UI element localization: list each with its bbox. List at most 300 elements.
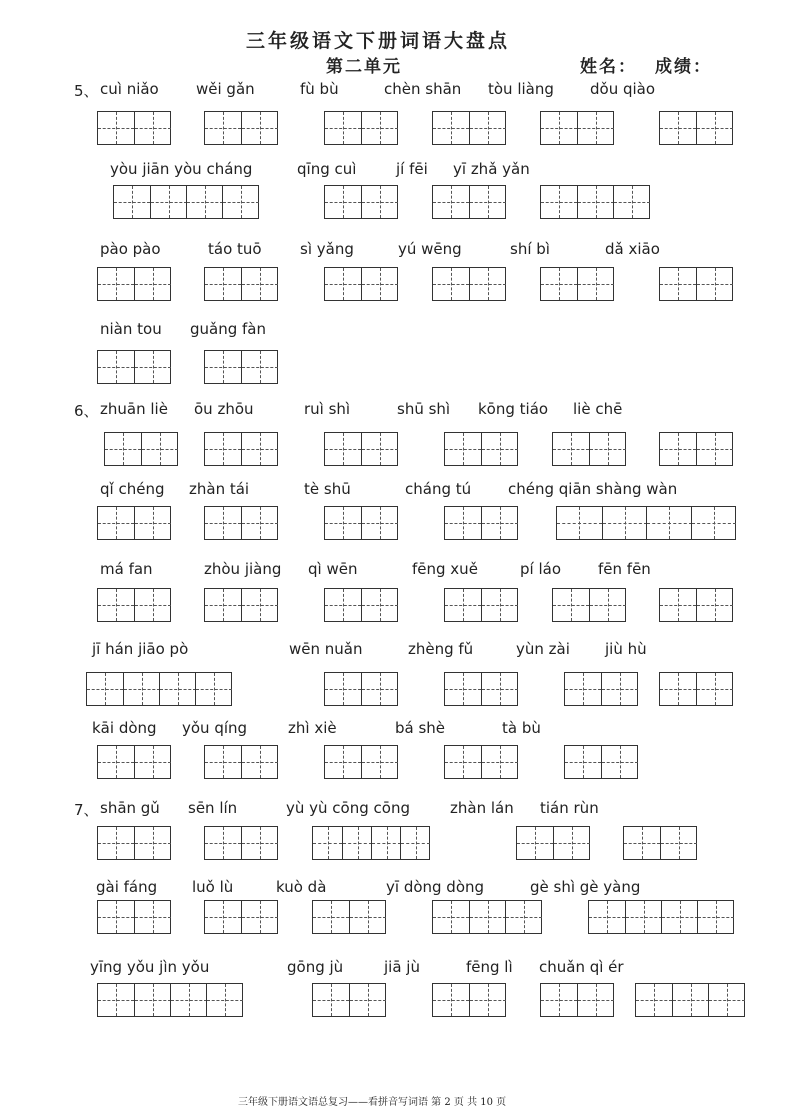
writing-grid[interactable] (552, 432, 626, 466)
character-cell[interactable] (241, 901, 278, 933)
writing-grid[interactable] (432, 111, 506, 145)
writing-grid[interactable] (564, 745, 638, 779)
guide-line-vertical (380, 589, 381, 621)
character-cell[interactable] (541, 268, 577, 300)
character-cell[interactable] (342, 827, 372, 859)
guide-line-vertical (500, 589, 501, 621)
writing-grid[interactable] (552, 588, 626, 622)
character-cell[interactable] (565, 746, 601, 778)
character-cell[interactable] (445, 589, 481, 621)
character-cell[interactable] (371, 827, 401, 859)
guide-line-vertical (241, 186, 242, 218)
guide-line-vertical (596, 268, 597, 300)
character-cell[interactable] (241, 351, 278, 383)
guide-line-vertical (714, 507, 715, 539)
character-cell[interactable] (205, 351, 241, 383)
writing-grid[interactable] (97, 900, 171, 934)
character-cell[interactable] (577, 984, 614, 1016)
writing-grid[interactable] (516, 826, 590, 860)
guide-line-vertical (153, 827, 154, 859)
character-cell[interactable] (696, 673, 733, 705)
guide-line-vertical (169, 186, 170, 218)
character-cell[interactable] (517, 827, 553, 859)
character-cell[interactable] (349, 901, 386, 933)
character-cell[interactable] (696, 112, 733, 144)
character-cell[interactable] (313, 984, 349, 1016)
character-cell[interactable] (134, 901, 171, 933)
character-cell[interactable] (325, 433, 361, 465)
guide-line-vertical (153, 589, 154, 621)
name-label: 姓名： (580, 57, 637, 77)
character-cell[interactable] (241, 507, 278, 539)
guide-line-vertical (153, 268, 154, 300)
guide-line-vertical (260, 351, 261, 383)
guide-line-vertical (260, 746, 261, 778)
character-cell[interactable] (98, 112, 134, 144)
writing-grid[interactable] (204, 900, 278, 934)
character-cell[interactable] (98, 351, 134, 383)
writing-grid[interactable] (324, 588, 398, 622)
character-cell[interactable] (565, 673, 601, 705)
character-cell[interactable] (105, 433, 141, 465)
guide-line-vertical (678, 433, 679, 465)
guide-line-vertical (328, 827, 329, 859)
guide-line-vertical (132, 186, 133, 218)
guide-line-vertical (343, 589, 344, 621)
writing-grid[interactable] (204, 350, 278, 384)
guide-line-vertical (380, 507, 381, 539)
guide-line-vertical (387, 827, 388, 859)
writing-grid[interactable] (324, 111, 398, 145)
character-cell[interactable] (141, 433, 178, 465)
character-cell[interactable] (625, 901, 662, 933)
guide-line-vertical (260, 112, 261, 144)
guide-line-vertical (205, 186, 206, 218)
guide-line-vertical (596, 112, 597, 144)
character-cell[interactable] (613, 186, 650, 218)
pinyin-label: zhèng fǔ (408, 640, 474, 658)
pinyin-label: yī dòng dòng (386, 878, 485, 896)
writing-grid[interactable] (204, 826, 278, 860)
writing-grid[interactable] (432, 267, 506, 301)
section-number: 7、 (74, 801, 99, 819)
character-cell[interactable] (624, 827, 660, 859)
character-cell[interactable] (98, 746, 134, 778)
character-cell[interactable] (150, 186, 187, 218)
character-cell[interactable] (325, 746, 361, 778)
guide-line-vertical (716, 901, 717, 933)
character-cell[interactable] (445, 673, 481, 705)
pinyin-label: zhàn tái (189, 480, 250, 498)
character-cell[interactable] (313, 827, 342, 859)
character-cell[interactable] (577, 186, 614, 218)
character-cell[interactable] (469, 186, 506, 218)
character-cell[interactable] (660, 433, 696, 465)
character-cell[interactable] (134, 827, 171, 859)
character-cell[interactable] (134, 507, 171, 539)
character-cell[interactable] (241, 589, 278, 621)
character-cell[interactable] (433, 268, 469, 300)
writing-grid[interactable] (659, 111, 733, 145)
guide-line-vertical (153, 351, 154, 383)
pinyin-label: luǒ lù (192, 878, 234, 896)
character-cell[interactable] (241, 112, 278, 144)
character-cell[interactable] (205, 268, 241, 300)
pinyin-label: guǎng fàn (190, 320, 266, 338)
character-cell[interactable] (481, 589, 518, 621)
guide-line-vertical (105, 673, 106, 705)
pinyin-label: tián rùn (540, 799, 599, 817)
character-cell[interactable] (481, 746, 518, 778)
writing-grid[interactable] (659, 267, 733, 301)
character-cell[interactable] (241, 433, 278, 465)
character-cell[interactable] (205, 827, 241, 859)
guide-line-vertical (632, 186, 633, 218)
pinyin-label: táo tuō (208, 240, 262, 258)
writing-grid[interactable] (540, 983, 614, 1017)
character-cell[interactable] (98, 827, 134, 859)
guide-line-vertical (715, 268, 716, 300)
character-cell[interactable] (541, 112, 577, 144)
guide-line-vertical (535, 827, 536, 859)
character-cell[interactable] (433, 901, 469, 933)
character-cell[interactable] (361, 589, 398, 621)
guide-line-vertical (625, 507, 626, 539)
writing-grid[interactable] (540, 111, 614, 145)
character-cell[interactable] (361, 112, 398, 144)
writing-grid[interactable] (204, 111, 278, 145)
pinyin-label: yī zhǎ yǎn (453, 160, 530, 178)
guide-line-vertical (488, 901, 489, 933)
guide-line-vertical (189, 984, 190, 1016)
character-cell[interactable] (361, 507, 398, 539)
character-cell[interactable] (589, 433, 626, 465)
character-cell[interactable] (87, 673, 123, 705)
character-cell[interactable] (541, 984, 577, 1016)
character-cell[interactable] (134, 746, 171, 778)
guide-line-vertical (715, 433, 716, 465)
character-cell[interactable] (481, 507, 518, 539)
character-cell[interactable] (469, 268, 506, 300)
guide-line-vertical (488, 268, 489, 300)
guide-line-vertical (260, 589, 261, 621)
character-cell[interactable] (601, 746, 638, 778)
writing-grid[interactable] (97, 350, 171, 384)
guide-line-vertical (463, 673, 464, 705)
writing-grid[interactable] (444, 672, 518, 706)
writing-grid[interactable] (204, 588, 278, 622)
writing-grid[interactable] (540, 185, 650, 219)
guide-line-vertical (380, 673, 381, 705)
writing-grid[interactable] (659, 588, 733, 622)
writing-grid[interactable] (97, 983, 243, 1017)
character-cell[interactable] (241, 268, 278, 300)
character-cell[interactable] (553, 827, 590, 859)
pinyin-label: kuò dà (276, 878, 327, 896)
character-cell[interactable] (697, 901, 734, 933)
character-cell[interactable] (541, 186, 577, 218)
guide-line-vertical (608, 589, 609, 621)
guide-line-vertical (451, 984, 452, 1016)
writing-grid[interactable] (444, 432, 518, 466)
character-cell[interactable] (400, 827, 430, 859)
character-cell[interactable] (134, 112, 171, 144)
character-cell[interactable] (589, 589, 626, 621)
character-cell[interactable] (361, 186, 398, 218)
character-cell[interactable] (708, 984, 745, 1016)
pinyin-label: chuǎn qì ér (539, 958, 624, 976)
character-cell[interactable] (505, 901, 542, 933)
guide-line-vertical (380, 186, 381, 218)
guide-line-vertical (463, 589, 464, 621)
guide-line-vertical (642, 827, 643, 859)
character-cell[interactable] (205, 433, 241, 465)
guide-line-vertical (116, 589, 117, 621)
character-cell[interactable] (241, 827, 278, 859)
character-cell[interactable] (205, 901, 241, 933)
guide-line-vertical (644, 901, 645, 933)
character-cell[interactable] (553, 589, 589, 621)
writing-grid[interactable] (432, 185, 506, 219)
writing-grid[interactable] (113, 185, 259, 219)
character-cell[interactable] (98, 984, 134, 1016)
character-cell[interactable] (577, 268, 614, 300)
guide-line-vertical (260, 827, 261, 859)
guide-line-vertical (463, 433, 464, 465)
character-cell[interactable] (98, 507, 134, 539)
character-cell[interactable] (98, 268, 134, 300)
guide-line-vertical (596, 186, 597, 218)
writing-grid[interactable] (104, 432, 178, 466)
writing-grid[interactable] (324, 672, 398, 706)
writing-grid[interactable] (659, 672, 733, 706)
character-cell[interactable] (241, 746, 278, 778)
character-cell[interactable] (589, 901, 625, 933)
pinyin-label: tè shū (304, 480, 351, 498)
character-cell[interactable] (577, 112, 614, 144)
pinyin-label: cháng tú (405, 480, 472, 498)
writing-grid[interactable] (444, 745, 518, 779)
writing-grid[interactable] (444, 506, 518, 540)
guide-line-vertical (500, 433, 501, 465)
writing-grid[interactable] (97, 826, 171, 860)
pinyin-label: jiā jù (384, 958, 420, 976)
character-cell[interactable] (469, 112, 506, 144)
writing-grid[interactable] (312, 826, 430, 860)
guide-line-vertical (331, 901, 332, 933)
character-cell[interactable] (222, 186, 259, 218)
guide-line-vertical (223, 268, 224, 300)
character-cell[interactable] (159, 673, 196, 705)
guide-line-vertical (223, 827, 224, 859)
character-cell[interactable] (170, 984, 207, 1016)
pinyin-label: jī hán jiāo pò (92, 640, 189, 658)
guide-line-vertical (260, 433, 261, 465)
pinyin-label: wēn nuǎn (289, 640, 363, 658)
character-cell[interactable] (672, 984, 709, 1016)
character-cell[interactable] (433, 984, 469, 1016)
character-cell[interactable] (601, 673, 638, 705)
guide-line-vertical (380, 268, 381, 300)
character-cell[interactable] (646, 507, 692, 539)
character-cell[interactable] (361, 268, 398, 300)
character-cell[interactable] (445, 507, 481, 539)
writing-grid[interactable] (324, 267, 398, 301)
character-cell[interactable] (433, 186, 469, 218)
guide-line-vertical (380, 112, 381, 144)
character-cell[interactable] (313, 901, 349, 933)
guide-line-vertical (678, 673, 679, 705)
pinyin-label: jí fēi (396, 160, 428, 178)
character-cell[interactable] (481, 673, 518, 705)
character-cell[interactable] (660, 827, 697, 859)
character-cell[interactable] (325, 186, 361, 218)
pinyin-label: qǐ chéng (100, 480, 165, 498)
writing-grid[interactable] (324, 745, 398, 779)
writing-grid[interactable] (623, 826, 697, 860)
guide-line-vertical (678, 112, 679, 144)
writing-grid[interactable] (97, 588, 171, 622)
writing-grid[interactable] (204, 432, 278, 466)
character-cell[interactable] (205, 589, 241, 621)
writing-grid[interactable] (97, 745, 171, 779)
character-cell[interactable] (481, 433, 518, 465)
pinyin-label: sēn lín (188, 799, 238, 817)
character-cell[interactable] (325, 673, 361, 705)
writing-grid[interactable] (97, 111, 171, 145)
pinyin-label: kōng tiáo (478, 400, 549, 418)
writing-grid[interactable] (444, 588, 518, 622)
character-cell[interactable] (98, 589, 134, 621)
guide-line-vertical (607, 901, 608, 933)
writing-grid[interactable] (540, 267, 614, 301)
character-cell[interactable] (660, 589, 696, 621)
character-cell[interactable] (469, 984, 506, 1016)
writing-grid[interactable] (204, 506, 278, 540)
writing-grid[interactable] (588, 900, 734, 934)
guide-line-vertical (331, 984, 332, 1016)
character-cell[interactable] (205, 112, 241, 144)
pinyin-label: tà bù (502, 719, 541, 737)
writing-grid[interactable] (635, 983, 745, 1017)
character-cell[interactable] (206, 984, 243, 1016)
guide-line-vertical (343, 186, 344, 218)
character-cell[interactable] (469, 901, 506, 933)
guide-line-vertical (451, 268, 452, 300)
writing-grid[interactable] (312, 900, 386, 934)
character-cell[interactable] (195, 673, 232, 705)
writing-grid[interactable] (204, 745, 278, 779)
pinyin-label: má fan (100, 560, 153, 578)
guide-line-vertical (679, 827, 680, 859)
character-cell[interactable] (553, 433, 589, 465)
character-cell[interactable] (660, 112, 696, 144)
character-cell[interactable] (186, 186, 223, 218)
writing-grid[interactable] (324, 506, 398, 540)
character-cell[interactable] (361, 433, 398, 465)
pinyin-label: shí bì (510, 240, 550, 258)
guide-line-vertical (368, 901, 369, 933)
writing-grid[interactable] (97, 506, 171, 540)
character-cell[interactable] (602, 507, 648, 539)
guide-line-vertical (153, 507, 154, 539)
character-cell[interactable] (557, 507, 602, 539)
character-cell[interactable] (361, 673, 398, 705)
guide-line-vertical (358, 827, 359, 859)
writing-grid[interactable] (86, 672, 232, 706)
character-cell[interactable] (696, 268, 733, 300)
character-cell[interactable] (445, 746, 481, 778)
writing-grid[interactable] (204, 267, 278, 301)
guide-line-vertical (380, 433, 381, 465)
character-cell[interactable] (696, 589, 733, 621)
page-footer: 三年级下册语文语总复习——看拼音写词语 第 2 页 共 10 页 (238, 1097, 507, 1108)
character-cell[interactable] (98, 901, 134, 933)
character-cell[interactable] (661, 901, 698, 933)
character-cell[interactable] (361, 746, 398, 778)
character-cell[interactable] (349, 984, 386, 1016)
character-cell[interactable] (660, 673, 696, 705)
pinyin-label: dǎ xiāo (605, 240, 660, 258)
writing-grid[interactable] (432, 900, 542, 934)
character-cell[interactable] (445, 433, 481, 465)
guide-line-vertical (608, 433, 609, 465)
character-cell[interactable] (205, 746, 241, 778)
character-cell[interactable] (433, 112, 469, 144)
guide-line-vertical (116, 507, 117, 539)
guide-line-vertical (451, 112, 452, 144)
guide-line-vertical (583, 673, 584, 705)
character-cell[interactable] (134, 984, 171, 1016)
character-cell[interactable] (123, 673, 160, 705)
pinyin-label: niàn tou (100, 320, 162, 338)
character-cell[interactable] (325, 112, 361, 144)
writing-grid[interactable] (324, 185, 398, 219)
guide-line-vertical (715, 673, 716, 705)
guide-line-vertical (223, 746, 224, 778)
writing-grid[interactable] (312, 983, 386, 1017)
character-cell[interactable] (325, 507, 361, 539)
character-cell[interactable] (134, 589, 171, 621)
writing-grid[interactable] (659, 432, 733, 466)
character-cell[interactable] (660, 268, 696, 300)
character-cell[interactable] (134, 351, 171, 383)
pinyin-label: liè chē (573, 400, 623, 418)
character-cell[interactable] (114, 186, 150, 218)
writing-grid[interactable] (556, 506, 736, 540)
writing-grid[interactable] (564, 672, 638, 706)
pinyin-label: yù yù cōng cōng (286, 799, 410, 817)
character-cell[interactable] (325, 268, 361, 300)
guide-line-vertical (223, 589, 224, 621)
guide-line-vertical (524, 901, 525, 933)
guide-line-vertical (678, 589, 679, 621)
character-cell[interactable] (696, 433, 733, 465)
character-cell[interactable] (636, 984, 672, 1016)
character-cell[interactable] (325, 589, 361, 621)
pinyin-label: gài fáng (96, 878, 158, 896)
writing-grid[interactable] (324, 432, 398, 466)
character-cell[interactable] (134, 268, 171, 300)
character-cell[interactable] (691, 507, 737, 539)
writing-grid[interactable] (432, 983, 506, 1017)
pinyin-label: yú wēng (398, 240, 462, 258)
guide-line-vertical (142, 673, 143, 705)
character-cell[interactable] (205, 507, 241, 539)
guide-line-vertical (620, 673, 621, 705)
guide-line-vertical (214, 673, 215, 705)
writing-grid[interactable] (97, 267, 171, 301)
